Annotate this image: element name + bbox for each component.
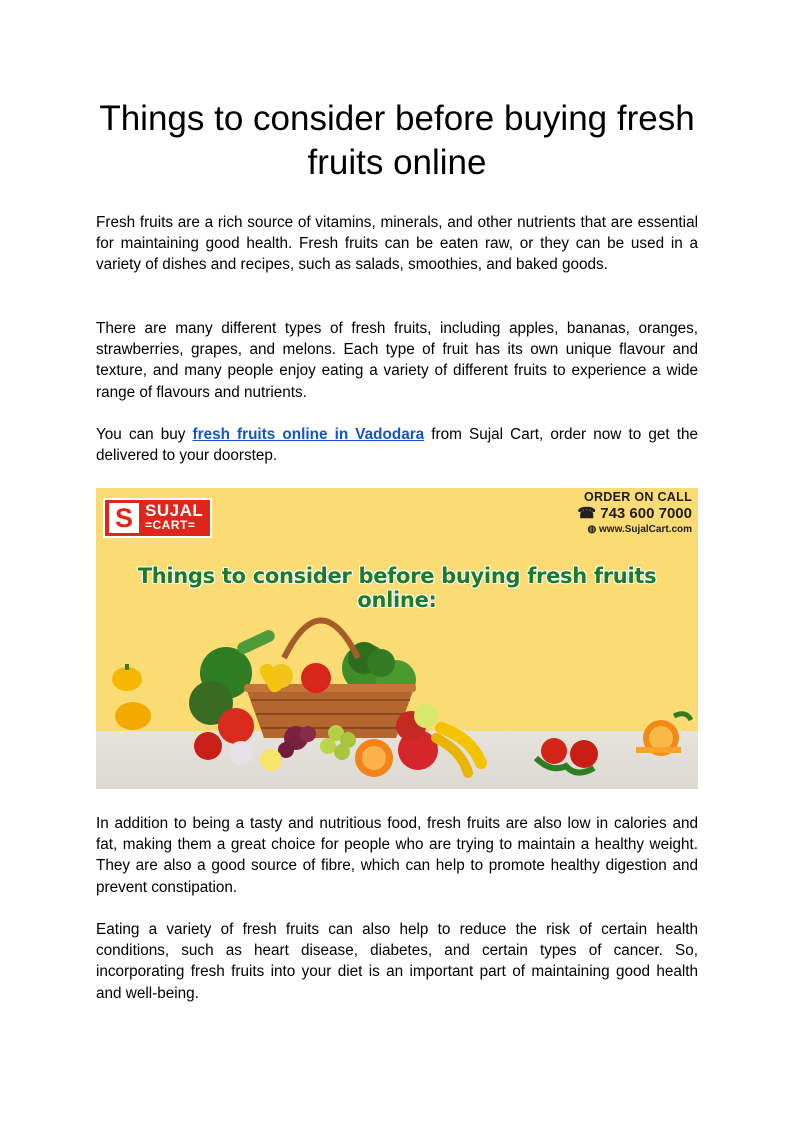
website-url: www.SujalCart.com [599, 524, 692, 535]
globe-icon: ◍ [587, 524, 597, 535]
fresh-fruits-link[interactable]: fresh fruits online in Vadodara [192, 426, 425, 443]
buy-text-after: from Sujal Cart, order now to get the delivered to your doorstep. [96, 426, 698, 465]
tomato-icon [536, 738, 598, 773]
logo-line-1: SUJAL [145, 501, 204, 520]
order-on-call-label: ORDER ON CALL [583, 490, 692, 504]
paragraph-buy [96, 424, 698, 466]
logo-letter: S [109, 503, 139, 533]
banner-headline: Things to consider before buying fresh fruits online: [137, 564, 657, 612]
paragraph-health: Eating a variety of fresh fruits can also help to reduce the risk of certain health conditions, such as heart disease, diabetes, and certain types of cancer. So, incorporating fresh fruits into your diet is an important part of maintaining good health and well-being. [96, 921, 698, 1002]
yellow-pepper-icon [112, 664, 151, 730]
buy-text-before: You can buy [96, 426, 193, 443]
fruit-basket-illustration [96, 488, 698, 789]
logo-line-2: =CART= [145, 518, 196, 532]
phone-icon: ☎ [577, 505, 597, 522]
paragraph-intro: Fresh fruits are a rich source of vitamins, minerals, and other nutrients that are essential for maintaining good health. Fresh fruits can be eaten raw, or they can be used in a variety of dishes and recipes, such as salads, smoothies, and baked goods. [96, 214, 698, 274]
paragraph-nutrition: In addition to being a tasty and nutritious food, fresh fruits are also low in calories and fat, making them a great choice for people who are trying to maintain a healthy weight. They are also a good source of fibre, which can help to promote healthy digestion and prevent constipation. [96, 815, 698, 896]
phone-number: 743 600 7000 [600, 505, 692, 522]
promo-banner-image [96, 488, 698, 789]
paragraph-types: There are many different types of fresh fruits, including apples, bananas, oranges, strawberries, grapes, and melons. Each type of fruit has its own unique flavour and texture, and many people enjoy eating a variety of different fruits to experience a wide range of flavours and nutrients. [96, 320, 698, 401]
page-title: Things to consider before buying fresh fruits online [99, 99, 695, 182]
orange-slice-icon [636, 714, 691, 756]
